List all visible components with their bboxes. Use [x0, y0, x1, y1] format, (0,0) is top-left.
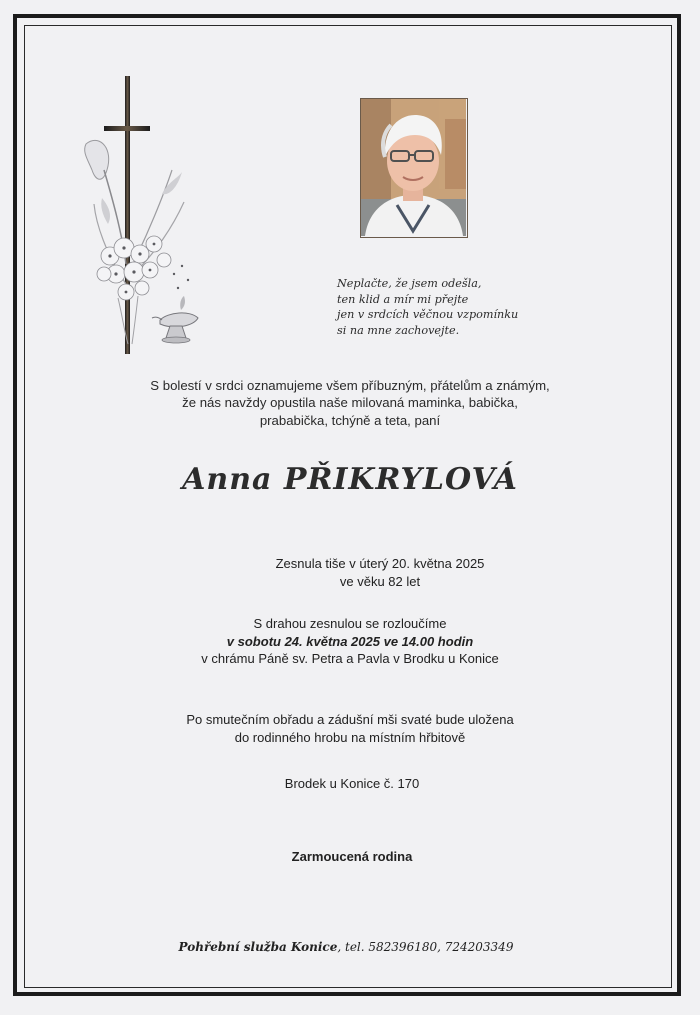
poem-line: jen v srdcích věčnou vzpomínku: [337, 308, 519, 322]
poem-line: ten klid a mír mi přejte: [337, 292, 469, 306]
cross-with-flowers-icon: [78, 74, 210, 360]
portrait-photo: [360, 98, 468, 238]
family-address: Brodek u Konice č. 170: [284, 776, 420, 791]
death-date: Zesnula tiše v úterý 20. května 2025: [275, 556, 485, 571]
funeral-service-name: Pohřební služba Konice: [178, 940, 338, 954]
death-info: [30, 555, 700, 590]
burial-line: do rodinného hrobu na místním hřbitově: [234, 729, 466, 745]
burial-line: Po smutečním obřadu a zádušní mši svaté bude uložena: [186, 712, 514, 727]
footer: [0, 940, 696, 954]
announcement-line: S bolestí v srdci oznamujeme všem příbuzným, přátelům a známým,: [150, 378, 550, 393]
farewell-info: [0, 615, 700, 668]
announcement-line: že nás navždy opustila naše milovaná maminka, babička,: [182, 395, 518, 411]
announcement: [0, 377, 700, 429]
farewell-datetime: v sobotu 24. května 2025 ve 14.00 hodin: [226, 633, 474, 649]
farewell-place: v chrámu Páně sv. Petra a Pavla v Brodku u Konice: [201, 651, 499, 666]
burial-info: [0, 711, 700, 746]
poem-line: si na mne zachovejte.: [337, 323, 460, 337]
poem-line: Neplačte, že jsem odešla,: [337, 277, 482, 290]
signature: Zarmoucená rodina: [291, 849, 413, 864]
poem: [337, 276, 637, 338]
funeral-service-phone: , tel. 582396180, 724203349: [337, 940, 514, 954]
deceased-name: Anna PŘIKRYLOVÁ: [182, 462, 518, 497]
announcement-line: prababička, tchýně a teta, paní: [259, 412, 441, 428]
death-age: ve věku 82 let: [339, 573, 421, 589]
farewell-intro: S drahou zesnulou se rozloučíme: [253, 616, 447, 631]
